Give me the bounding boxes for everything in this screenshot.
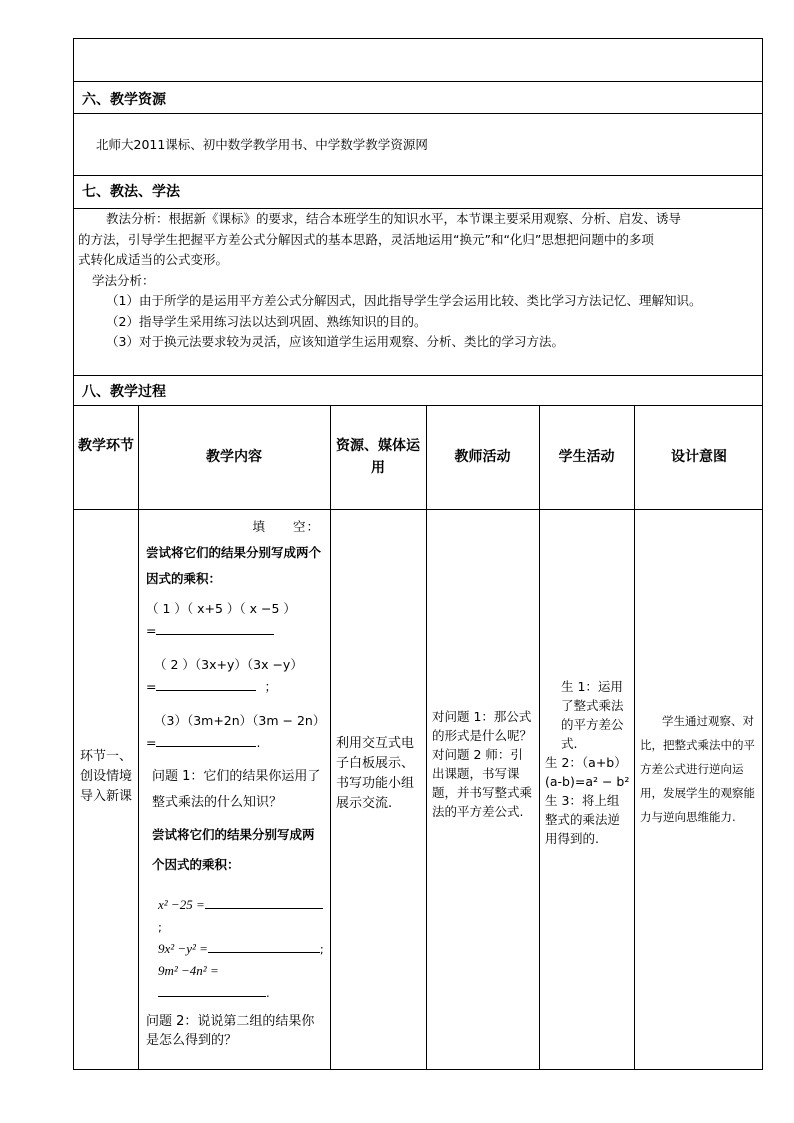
study-method-item-1: （1）由于所学的是运用平方差公式分解因式，因此指导学生学会运用比较、类比学习方法记忆、理解知识。 (106, 293, 702, 308)
row1-student (545, 677, 631, 848)
equals-sign: = (146, 735, 157, 750)
header-content: 教学内容 (206, 449, 262, 465)
document-page (73, 38, 763, 1070)
equation-3-blank (146, 732, 326, 754)
study-method-item-3: （3）对于换元法要求较为灵活，应该知道学生运用观察、分析、类比的学习方法。 (106, 334, 564, 349)
rule-s7-body (74, 375, 762, 376)
header-student: 学生活动 (558, 449, 615, 465)
equals-sign: = (146, 623, 157, 638)
rule-table-header (74, 509, 762, 510)
rule-s6-body (74, 175, 762, 176)
answer-blank (156, 678, 256, 691)
section-6-body: 北师大2011课标、初中数学教学用书、中学数学教学资源网 (96, 137, 428, 152)
instruction-2: 尝试将它们的结果分别写成两个因式的乘积： (152, 827, 315, 872)
instruction-1: 尝试将它们的结果分别写成两个因式的乘积： (146, 545, 322, 586)
section-6-title: 六、教学资源 (82, 92, 166, 108)
row1-design: 学生通过观察、对比，把整式乘法中的平方差公式进行逆向运用，发展学生的观察能力与逆向思维能力. (640, 714, 755, 824)
col-rule-4 (539, 405, 540, 1069)
row1-teacher: 对问题 1：那公式的形式是什么呢？对问题 2 师：引出课题，书写课题，并书写整式乘法的平方差公式. (432, 709, 533, 819)
section-7-body (78, 209, 762, 353)
equation-2: （ 2 ）（3x+y）（3x −y） (154, 657, 303, 672)
factor-list (146, 894, 326, 1004)
rule-s8-title (74, 405, 762, 406)
section-7-title: 七、教法、学法 (82, 184, 180, 200)
section-8-title: 八、教学过程 (82, 384, 166, 400)
teaching-method-line-1: 教法分析：根据新《课标》的要求，结合本班学生的知识水平，本节课主要采用观察、分析、启发、诱导 (106, 211, 682, 226)
equation-3: （3）（3m+2n）（3m − 2n） (154, 713, 326, 728)
question-2: 问题 2：说说第二组的结果你是怎么得到的？ (146, 1014, 315, 1048)
row1-resource: 利用交互式电子白板展示、书写功能小组展示交流. (336, 736, 415, 811)
factor-2: 9x² −y² = ; (158, 941, 324, 956)
answer-blank (156, 622, 274, 635)
answer-blank (158, 984, 266, 997)
answer-blank (205, 896, 323, 909)
study-method-item-2: （2）指导学生采用练习法以达到巩固、熟练知识的目的。 (106, 313, 427, 329)
header-design: 设计意图 (671, 449, 727, 465)
student-2: 生 2：（a+b）(a-b)=a² − b² (545, 755, 630, 789)
fill-blank-heading: 填 空： (252, 519, 320, 534)
question-1: 问题 1：它们的结果你运用了整式乘法的什么知识？ (152, 769, 321, 810)
study-method-title: 学法分析： (92, 272, 155, 288)
header-teacher: 教师活动 (454, 449, 511, 465)
row1-stage: 环节一、创设情境 导入新课 (80, 749, 133, 804)
equation-1: （ 1 ）（ x+5 ）（ x −5 ） (146, 601, 296, 616)
equation-1-blank (146, 620, 326, 642)
rule-s6-title (74, 113, 762, 114)
answer-blank (156, 734, 256, 747)
equals-sign: = (146, 679, 157, 694)
header-stage: 教学环节 (78, 438, 134, 454)
student-3: 生 3：将上组整式的乘法逆用得到的. (545, 793, 621, 846)
header-resource: 资源、媒体运用 (336, 438, 420, 476)
answer-blank (208, 940, 320, 953)
col-rule-3 (426, 405, 427, 1069)
period: . (256, 735, 261, 750)
teaching-method-line-3: 式转化成适当的公式变形。 (78, 252, 229, 267)
col-rule-1 (138, 405, 139, 1069)
col-rule-5 (634, 405, 635, 1069)
teaching-method-line-2: 的方法，引导学生把握平方差公式分解因式的基本思路，灵活地运用“换元”和“化归”思想把问题中的多项 (78, 231, 654, 247)
rule-top-blank (74, 81, 762, 82)
equation-2-blank (146, 676, 326, 698)
student-1: 生 1：运用了整式乘法的平方差公式. (561, 679, 624, 751)
col-rule-2 (330, 405, 331, 1069)
semicolon: ； (264, 679, 277, 694)
row1-content (146, 514, 326, 1050)
factor-3: 9m² −4n² =. (158, 963, 270, 1000)
factor-1: x² −25 =; (158, 894, 326, 938)
